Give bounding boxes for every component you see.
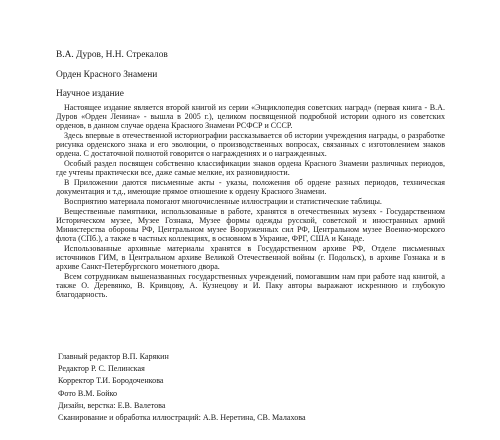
paragraph: Особый раздел посвящен собственно классификации знаков ордена Красного Знамени различных периодов, где учтены практически все, даже самые мелкие, их разновидности. bbox=[56, 159, 445, 178]
book-title: Орден Красного Знамени bbox=[56, 70, 158, 80]
paragraph: Использованные архивные материалы хранятся в Государственном архиве РФ, Отделе письменных источников ГИМ, в Центральном архиве Великой Отечественной войны (г. Подольск), в архиве Гознака и в архиве Санкт-Петербургского монетного двора. bbox=[56, 243, 445, 272]
paragraph: Настоящее издание является второй книгой из серии «Энциклопедия советских наград» (первая книга - В.А. Дуров «Орден Ленина» - вышла в 2005 г.), целиком посвященной подробной истории одного из советских орденов, в данном случае ордена Красного Знамени РСФСР и СССР. bbox=[56, 103, 445, 131]
credit-line: Корректор Т.И. Бородоченкова bbox=[58, 376, 164, 386]
credit-line: Дизайн, верстка: Е.В. Валетова bbox=[58, 400, 166, 410]
paragraph: Восприятию материала помогают многочисленные иллюстрации и статистические таблицы. bbox=[64, 196, 382, 206]
document-header bbox=[56, 50, 168, 100]
paragraph: В Приложении даются письменные акты - указы, положения об ордене разных периодов, техническая документация и т.д., имеющие прямое отношение к ордену Красного Знамени. bbox=[56, 178, 445, 197]
credits-block bbox=[58, 351, 306, 424]
paragraph: Вещественные памятники, использованные в работе, хранятся в отечественных музеях - Государственном Историческом музее, Музее Гознака, Музее формы одежды русской, советской и иностранных армий Министерства обороны РФ, Центральном музее Вооруженных сил РФ, Центральном музее Военно-морского флота (СПб.), а также в частных коллекциях, в основном в Украине, ФРГ, США и Канаде. bbox=[56, 206, 445, 244]
credit-line: Редактор Р. С. Пелинская bbox=[58, 364, 145, 374]
paragraph: Всем сотрудникам вышеназванных государственных учреждений, помогавшим нам при работе над книгой, а также О. Деревянко, В. Кривцову, А. Кузнецову и И. Паку авторы выражают искреннюю и глубокую благодарность. bbox=[56, 271, 445, 300]
body-text bbox=[56, 103, 445, 300]
edition-type: Научное издание bbox=[56, 89, 124, 99]
credit-line: Главный редактор В.П. Карякин bbox=[58, 352, 169, 361]
credit-line: Сканирование и обработка иллюстраций: А.В. Неретина, СВ. Малахова bbox=[58, 413, 306, 423]
credit-line: Фото В.М. Бойко bbox=[58, 388, 118, 398]
paragraph: Здесь впервые в отечественной историографии рассказывается об истории учреждения награды, о разработке рисунка орденского знака и его эволюции, о производственных вопросах, связанных с изготовлением знаков ордена. С достаточной полнотой говорится о награждениях и о награжденных. bbox=[56, 131, 445, 159]
authors: В.А. Дуров, Н.Н. Стрекалов bbox=[56, 50, 168, 60]
